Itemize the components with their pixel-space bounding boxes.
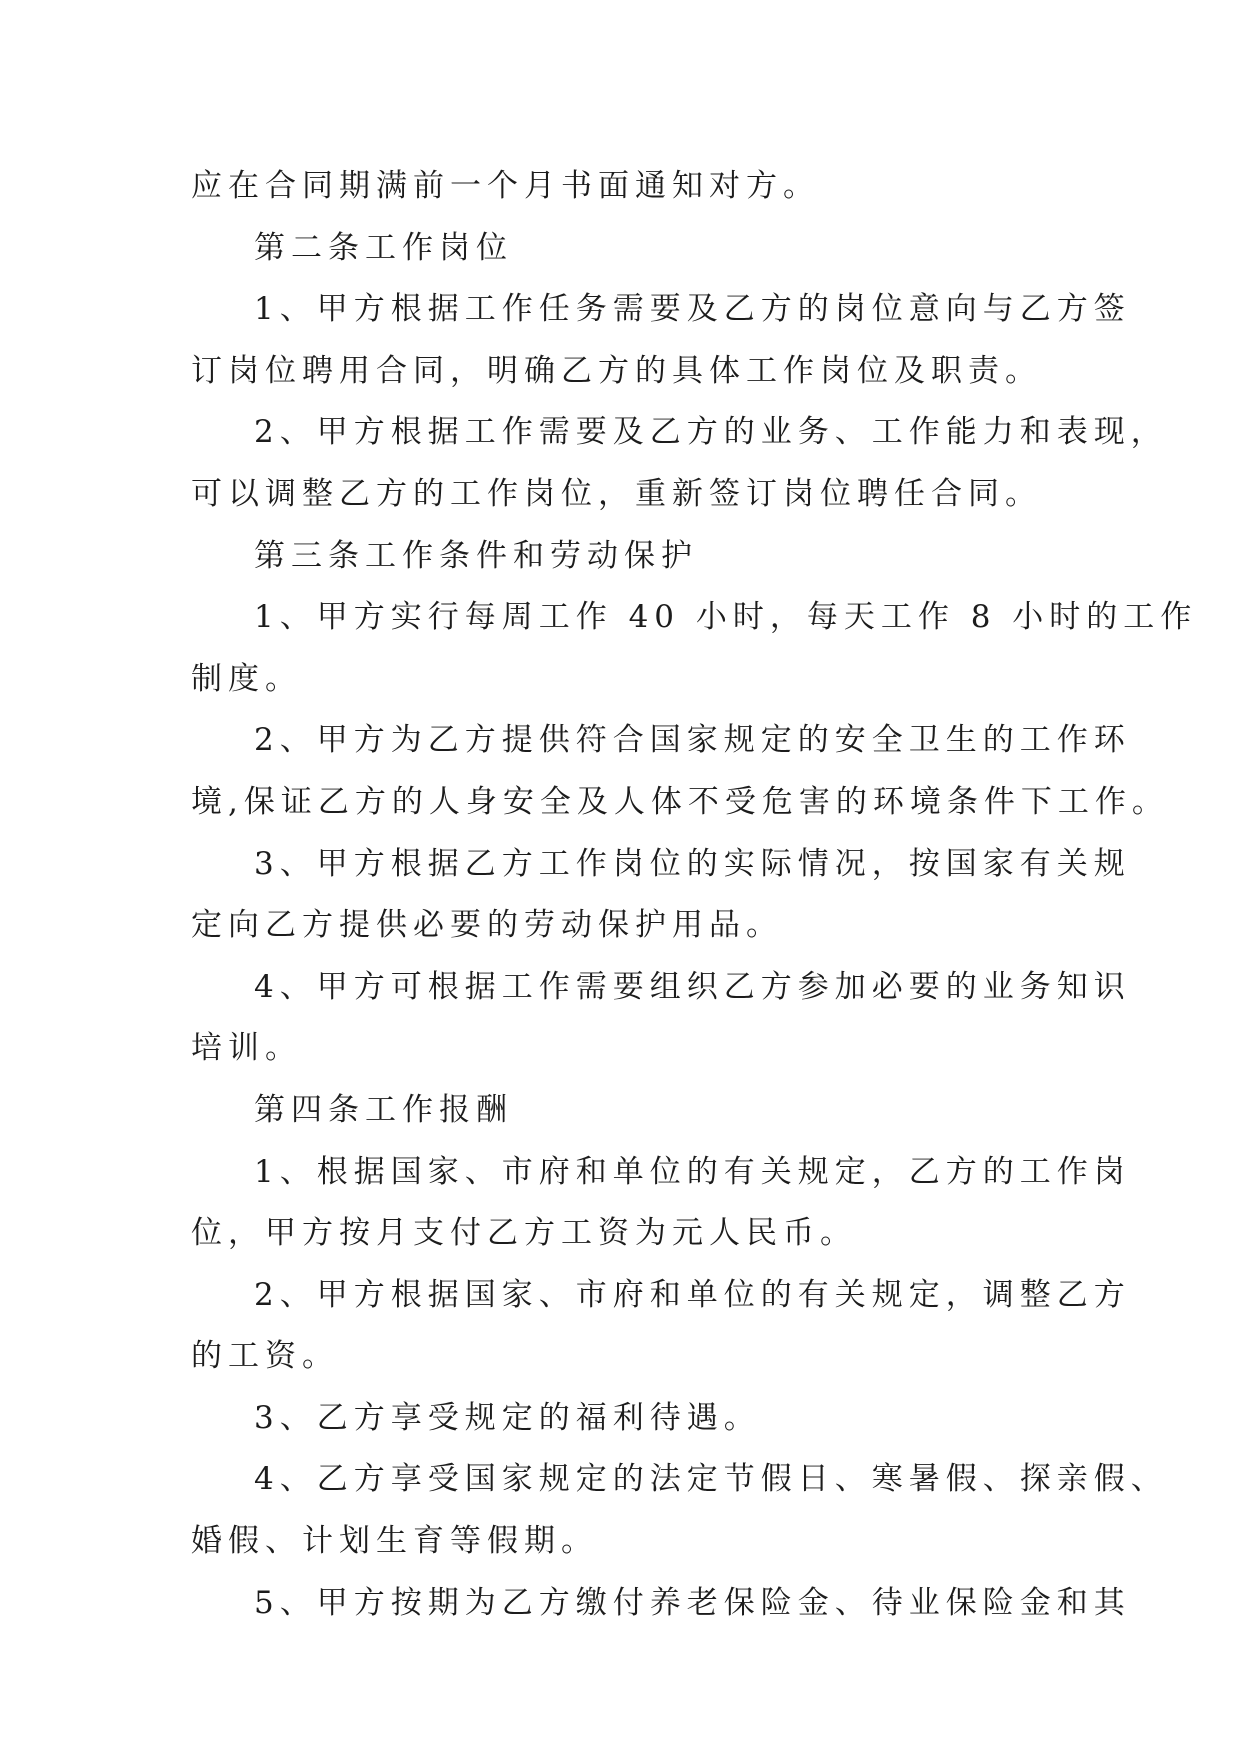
text-line: 2、甲方为乙方提供符合国家规定的安全卫生的工作环 [254,722,1131,759]
text-line: 1、根据国家、市府和单位的有关规定，乙方的工作岗 [254,1153,1131,1190]
text-line: 应在合同期满前一个月书面通知对方。 [191,168,820,204]
document-body [191,156,1198,1634]
text-line: 5、甲方按期为乙方缴付养老保险金、待业保险金和其 [254,1584,1131,1621]
text-line: 2、甲方根据国家、市府和单位的有关规定，调整乙方 [254,1276,1131,1313]
text-line: 定向乙方提供必要的劳动保护用品。 [191,907,783,944]
section-heading: 第二条工作岗位 [254,229,513,266]
text-line: 3、甲方根据乙方工作岗位的实际情况，按国家有关规 [254,845,1131,882]
text-line: 的工资。 [191,1338,339,1375]
text-line: 4、甲方可根据工作需要组织乙方参加必要的业务知识 [254,968,1131,1005]
text-line: 订岗位聘用合同，明确乙方的具体工作岗位及职责。 [191,352,1042,389]
text-line: 2、甲方根据工作需要及乙方的业务、工作能力和表现， [254,414,1168,451]
text-line: 4、乙方享受国家规定的法定节假日、寒暑假、探亲假、 [254,1461,1168,1498]
section-heading: 第三条工作条件和劳动保护 [254,537,698,574]
text-line: 1、甲方根据工作任务需要及乙方的岗位意向与乙方签 [254,291,1131,328]
text-line: 3、乙方享受规定的福利待遇。 [254,1399,761,1436]
text-line: 培训。 [191,1030,302,1067]
text-line: 婚假、计划生育等假期。 [191,1523,598,1560]
text-line: 境,保证乙方的人身安全及人体不受危害的环境条件下工作。 [191,783,1169,820]
section-heading: 第四条工作报酬 [254,1091,513,1128]
text-line: 1、甲方实行每周工作 40 小时，每天工作 8 小时的工作 [254,599,1198,636]
text-line: 可以调整乙方的工作岗位，重新签订岗位聘任合同。 [191,475,1042,512]
text-line: 位，甲方按月支付乙方工资为元人民币。 [191,1215,857,1252]
text-line: 制度。 [191,660,302,697]
